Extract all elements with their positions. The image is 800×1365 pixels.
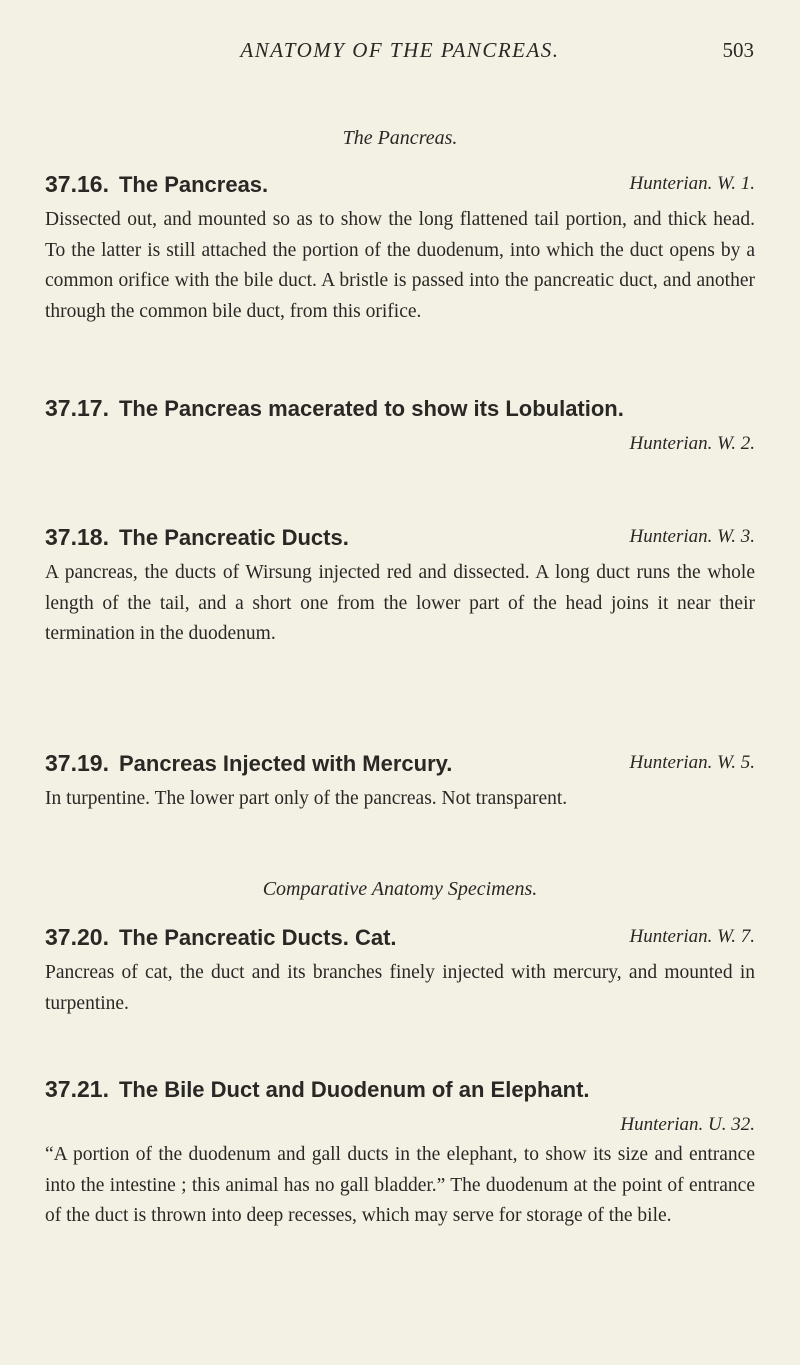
section-title-pancreas: The Pancreas. (342, 127, 458, 149)
entry-title: The Pancreas macerated to show its Lobulation. (118, 396, 624, 421)
page-number: 503 (722, 38, 754, 62)
entry-source: Hunterian. W. 3. (629, 526, 755, 547)
entry-title: The Pancreatic Ducts. (118, 525, 349, 550)
entry-heading (45, 750, 755, 784)
entry-source: Hunterian. W. 7. (629, 926, 755, 947)
entry-title: The Pancreatic Ducts. Cat. (118, 925, 397, 950)
entry-description: Pancreas of cat, the duct and its branches finely injected with mercury, and mounted in turpentine. (45, 962, 755, 1014)
entry-description: Dissected out, and mounted so as to show the long flattened tail portion, and thick head. To the latter is still attached the portion of the duodenum, into which the duct opens by a common orifice with the bile duct. A bristle is passed into the pancreatic duct, and another through the common bile duct, from this orifice. (45, 209, 755, 322)
entry-source: Hunterian. U. 32. (620, 1114, 755, 1135)
entry-heading (45, 924, 755, 958)
entry-number: 37.17. (45, 395, 109, 421)
entry-37-17 (45, 395, 755, 459)
entry-37-18 (45, 524, 755, 650)
entry-number: 37.18. (45, 524, 109, 550)
entry-37-16 (45, 171, 755, 327)
section-title-comparative: Comparative Anatomy Specimens. (262, 878, 538, 900)
entry-title: The Pancreas. (118, 172, 269, 197)
entry-number: 37.20. (45, 924, 109, 950)
entry-37-19 (45, 750, 755, 815)
entry-heading (45, 524, 755, 558)
entry-number: 37.16. (45, 171, 109, 197)
entry-number: 37.19. (45, 750, 109, 776)
entry-title: The Bile Duct and Duodenum of an Elephant. (118, 1077, 590, 1102)
running-head: ANATOMY OF THE PANCREAS. (240, 38, 560, 62)
entry-heading (45, 1076, 755, 1110)
entry-source: Hunterian. W. 2. (629, 433, 755, 454)
entry-source: Hunterian. W. 1. (629, 173, 755, 194)
entry-number: 37.21. (45, 1076, 109, 1102)
page-header (0, 38, 800, 68)
entry-source: Hunterian. W. 5. (629, 752, 755, 773)
entry-heading (45, 395, 755, 429)
entry-37-20 (45, 924, 755, 1019)
entry-37-21 (45, 1076, 755, 1232)
entry-description: A pancreas, the ducts of Wirsung injected red and dissected. A long duct runs the whole length of the tail, and a short one from the lower part of the head joins it near their termination in the duodenum. (45, 562, 755, 644)
entry-description: In turpentine. The lower part only of the pancreas. Not transparent. (45, 788, 568, 809)
entry-title: Pancreas Injected with Mercury. (118, 751, 453, 776)
entry-description: “A portion of the duodenum and gall ducts in the elephant, to show its size and entrance into the intestine ; this animal has no gall bladder.” The duodenum at the point of entrance of the duct is thrown into deep recesses, which may serve for storage of the bile. (45, 1144, 755, 1226)
entry-heading (45, 171, 755, 205)
